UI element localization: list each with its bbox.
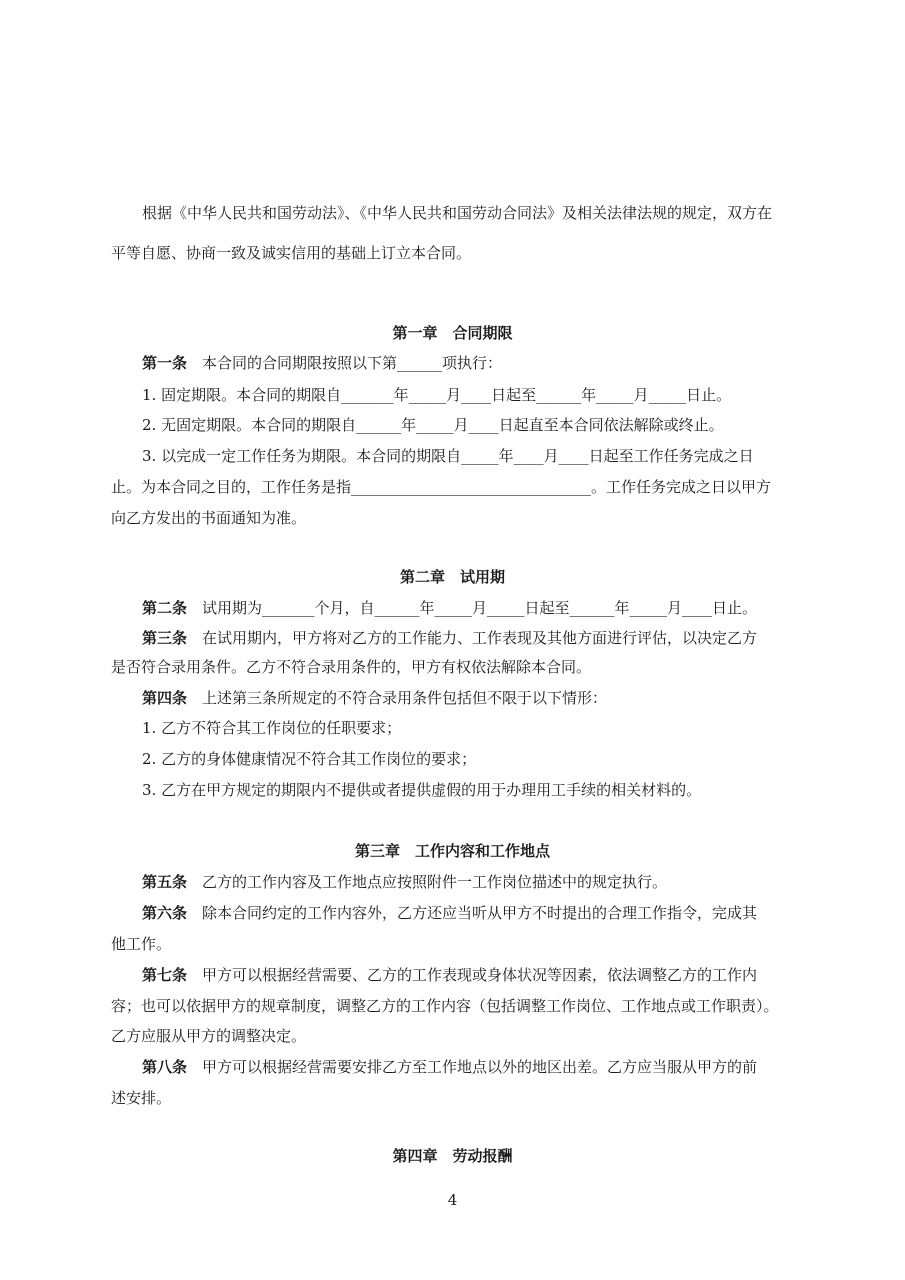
article-3-label: 第三条: [142, 629, 188, 647]
article-8-text: 甲方可以根据经营需要安排乙方至工作地点以外的地区出差。乙方应当服从甲方的前: [187, 1058, 758, 1076]
ch2-item-1: 1. 乙方不符合其工作岗位的任职要求；: [142, 719, 402, 737]
page-number: 4: [447, 1191, 458, 1209]
article-7-line-3: 乙方应服从甲方的调整决定。: [111, 1027, 307, 1045]
article-7-line-2: 容；也可以依据甲方的规章制度，调整乙方的工作内容（包括调整工作岗位、工作地点或工作职责）。: [111, 997, 779, 1015]
article-1-label: 第一条: [142, 354, 188, 372]
ch1-item-3-line-3: 向乙方发出的书面通知为准。: [111, 509, 307, 527]
article-5-label: 第五条: [142, 873, 188, 891]
article-6-line-1: [142, 898, 757, 928]
article-5-text: 乙方的工作内容及工作地点应按照附件一工作岗位描述中的规定执行。: [187, 873, 668, 891]
article-8-label: 第八条: [142, 1058, 188, 1076]
article-3-line-1: [142, 623, 757, 653]
article-3-line-2: 是否符合录用条件。乙方不符合录用条件的，甲方有权依法解除本合同。: [111, 658, 592, 676]
article-2-label: 第二条: [142, 599, 188, 617]
chapter-4-title: 第四章 劳动报酬: [392, 1147, 513, 1165]
article-7-line-1: [142, 960, 757, 990]
article-6-label: 第六条: [142, 904, 188, 922]
article-4-text: 上述第三条所规定的不符合录用条件包括但不限于以下情形：: [187, 689, 608, 707]
ch1-item-3-line-2: 止。为本合同之目的，工作任务是指________________________________。工作任务完成之日以甲方: [111, 478, 772, 496]
article-4-label: 第四条: [142, 689, 188, 707]
intro-line-2: 平等自愿、协商一致及诚实信用的基础上订立本合同。: [111, 244, 472, 262]
article-3-text: 在试用期内，甲方将对乙方的工作能力、工作表现及其他方面进行评估，以决定乙方: [187, 629, 758, 647]
ch1-item-2: 2. 无固定期限。本合同的期限自______年_____月____日起直至本合同依法解除或终止。: [142, 416, 724, 434]
article-8-line-2: 述安排。: [111, 1089, 172, 1107]
article-7-text: 甲方可以根据经营需要、乙方的工作表现或身体状况等因素，依法调整乙方的工作内: [187, 966, 758, 984]
article-6-text: 除本合同约定的工作内容外，乙方还应当听从甲方不时提出的合理工作指令，完成其: [187, 904, 758, 922]
ch2-item-3: 3. 乙方在甲方规定的期限内不提供或者提供虚假的用于办理用工手续的相关材料的。: [142, 781, 702, 799]
article-4: [142, 683, 607, 713]
chapter-2-title: 第二章 试用期: [399, 568, 505, 586]
intro-line-1: 根据《中华人民共和国劳动法》、《中华人民共和国劳动合同法》及相关法律法规的规定，双方在: [142, 204, 773, 222]
article-8-line-1: [142, 1052, 757, 1082]
article-2-text: 试用期为_______个月，自______年_____月_____日起至______年_____月____日止。: [187, 599, 758, 617]
ch2-item-2: 2. 乙方的身体健康情况不符合其工作岗位的要求；: [142, 750, 477, 768]
article-1-text: 本合同的合同期限按照以下第______项执行：: [187, 354, 503, 372]
ch1-item-3-line-1: 3. 以完成一定工作任务为期限。本合同的期限自_____年____月____日起至工作任务完成之日: [142, 447, 754, 465]
article-6-line-2: 他工作。: [111, 935, 172, 953]
article-7-label: 第七条: [142, 966, 188, 984]
ch1-item-1: 1. 固定期限。本合同的期限自_______年_____月____日起至______年_____月_____日止。: [142, 386, 732, 404]
chapter-3-title: 第三章 工作内容和工作地点: [354, 842, 550, 860]
chapter-1-title: 第一章 合同期限: [392, 324, 513, 342]
article-1: [142, 348, 502, 378]
article-2: [142, 593, 757, 623]
article-5: [142, 867, 667, 897]
